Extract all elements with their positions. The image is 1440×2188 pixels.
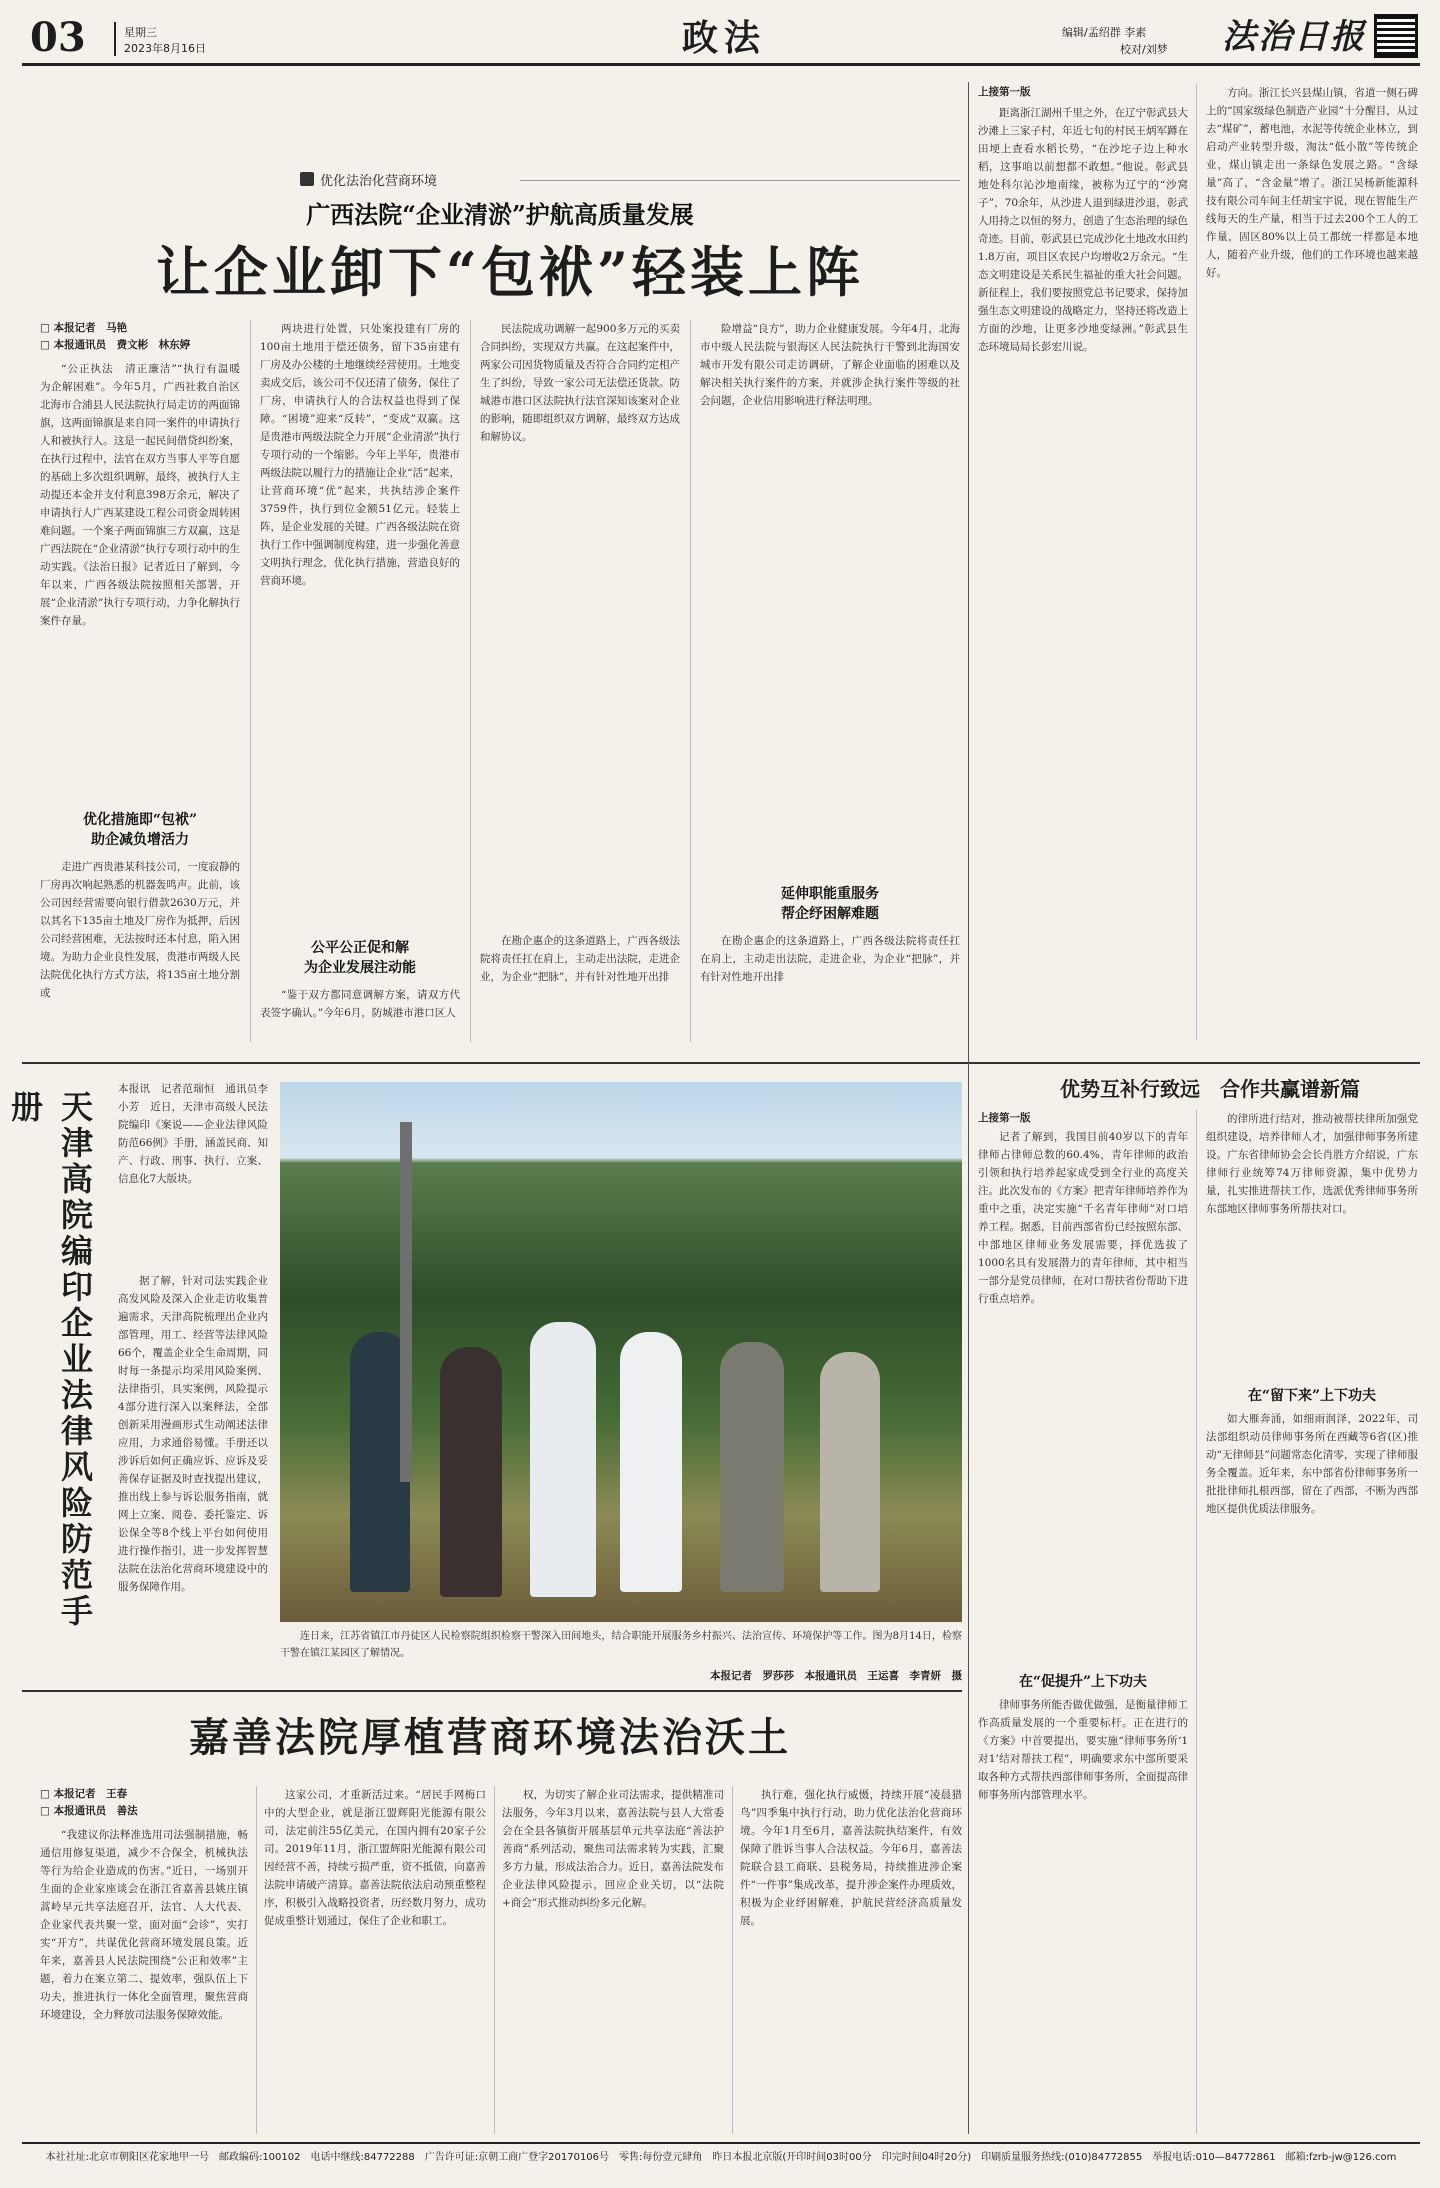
col-divider	[690, 320, 691, 1042]
column-tag-icon	[300, 172, 314, 186]
continued-col-2: 方向。浙江长兴县煤山镇，省道一侧石碑上的“国家级绿色制造产业园”十分醒目，从过去“煤矿”，蓄电池，水泥等传统企业林立，到启动产业转型升级，淘汰“低小散”等传统企业，煤山镇走出一条绿色发展之路。“含绿量”高了，“含金量”增了。浙江吴杨新能源科技有限公司车间主任胡宝宇说，现在智能生产线每天的生产量，相当于过去200个工人的工作量，固区80%以上员工都统一样都是本地人，随着产业升级，他们的工作环境也越来越好。	[1206, 87, 1418, 279]
masthead	[22, 14, 1420, 66]
column-tag-label: 优化法治化营商环境	[320, 173, 438, 189]
photo-pole	[400, 1122, 412, 1482]
photo-person	[530, 1322, 596, 1597]
jiashan-col-2: 这家公司，才重新活过来。“居民手网梅口中的大型企业，就是浙江盟辉阳光能源有限公司，法定前注55亿美元，在国内拥有20家子公司。2019年11月，浙江盟辉阳光能源有限公司因经营不善，持续亏损严重，资不抵债，向嘉善法院申请破产清算。嘉善法院依法启动预重整程序，积极引入战略投资者，历经数月努力，成功促成重整计划通过，保住了企业和职工。	[264, 1789, 486, 1927]
col-divider	[1196, 84, 1197, 1040]
jiashan-col-3: 权，为切实了解企业司法需求，提供精准司法服务，今年3月以来，嘉善法院与县人大常委会在全县各镇街开展基层单元共享法庭“善法护善商”系列活动，聚焦司法需求转为实践，汇聚多方力量，形成法治合力。近日，嘉善法院发布企业法律风险提示，回应企业关切，以“法院+商会”形式推动纠纷多元化解。	[502, 1789, 724, 1909]
paper-logo: 法治日报	[1222, 17, 1366, 57]
lead-col-1b: 走进广西贵港某科技公司，一度寂静的厂房再次响起熟悉的机器轰鸣声。此前，该公司因经营需要向银行借款2630万元，并以其名下135亩土地及厂房作为抵押，后因公司经营困难，无法按时还本付息，陷入困境。为助力企业良性发展，贵港市两级人民法院优化执行方式方法，将135亩土地分割或	[40, 861, 240, 999]
lead-col-4: 险增益“良方”，助力企业健康发展。今年4月，北海市中级人民法院与银海区人民法院执行干警到北海国安城市开发有限公司走访调研，了解企业面临的困难以及解决相关执行案件的方案，并就涉企执行案件等级的社会问题，企业信用影响进行释法明理。	[700, 323, 960, 407]
section-title: 政法	[682, 17, 767, 59]
green-headline: 优势互补行致远 合作共赢谱新篇	[1060, 1077, 1360, 1101]
lead-col-2: 两块进行处置，只处案投建有厂房的100亩土地用于偿还债务，留下35亩建有厂房及办公楼的土地继续经营使用。土地变卖成交后，该公司不仅还清了债务，保住了厂房，申请执行人的合法权益也得到了保障。“困境”迎来“反转”，“变成”双赢。这是贵港市两级法院全力开展“企业清淤”执行专项行动的一个缩影。今年上半年，贵港市两级法院以履行力的措施让企业“活”起来，让营商环境“优”起来，共执结涉企案件3759件，执行到位金额51亿元。轻装上阵，是企业发展的关键。广西各级法院在资执行工作中强调制度构建，进一步强化善意文明执行理念，优化执行措施，营造良好的营商环境。	[260, 323, 460, 587]
page-number: 03	[30, 14, 86, 61]
green-col-1: 记者了解到，我国目前40岁以下的青年律师占律师总数的60.4%，青年律师的政治引领和执行培养起家成受到全行业的高度关注。此次发布的《方案》把青年律师培养作为重中之重，决定实施“千名青年律师”对口培养工程。据悉，目前西部省份已经按照东部、中部地区律师业务发展需要，择优选拔了1000名具有发展潜力的青年律师，其中相当一部分是党员律师，在对口帮扶省份帮助下进行重点培养。	[978, 1131, 1188, 1305]
lead-headline: 让企业卸下“包袱”轻装上阵	[155, 240, 865, 304]
vertical-byline: 本报讯 记者范瑞恒 通讯员李小芳 近日，天津市高级人民法院编印《案说——企业法律风险防范66例》手册，涵盖民商、知产、行政、刑事、执行、立案、信息化7大版块。	[118, 1083, 268, 1185]
green-col-2b: 如大雁奔涌，如细雨润泽，2022年，司法部组织动员律师事务所在西藏等6省(区)推动“无律师县”问题常态化清零，实现了律师服务全覆盖。近年来，东中部省份律师事务所一批批律师扎根西部，留在了西部，不断为西部地区提供优质法律服务。	[1206, 1413, 1418, 1515]
lead-column-tag	[300, 168, 437, 190]
lead-col-1: “公正执法 清正廉洁”“执行有温暖 为企解困难”。今年5月，广西社救自治区北海市合浦县人民法院执行局走访的两面锦旗，这两面锦旗是来自同一案件的申请执行人和被执行人。这是一起民间借贷纠纷案，在执行过程中，法官在双方当事人平等自愿的基础上多次组织调解，最终，被执行人主动提还本金并支付利息398万余元，解决了申请执行人广西某建设工程公司资金周转困难问题。一个案子两面锦旗三方双赢，这是广西法院在“企业清淤”执行专项行动中的生动实践。《法治日报》记者近日了解到，今年以来，广西各级法院按照相关部署，开展“企业清淤”执行专项行动，力争化解执行案件存量。	[40, 363, 251, 627]
photo-person	[620, 1332, 682, 1592]
col-divider	[256, 1786, 257, 2134]
editor-line: 编辑/孟绍群 李素	[1062, 26, 1147, 39]
photo-caption: 连日来，江苏省镇江市丹徒区人民检察院组织检察干警深入田间地头，结合职能开展服务乡村振兴、法治宣传、环境保护等工作。图为8月14日，检察干警在镇江某园区了解情况。	[280, 1631, 962, 1659]
jiashan-col-1: “我建议你法释准选用司法强制措施，畅通信用修复渠道，减少不合保全，机械执法等行为给企业造成的伤害。”近日，一场别开生面的企业家座谈会在浙江省嘉善县姚庄镇蒿岭早元共享法庭召开，法官、人大代表、企业家代表共聚一堂，面对面“会诊”，实打实“开方”，共谋优化营商环境发展良策。近年来，嘉善县人民法院围绕“公正和效率”主题，着力在案立第二、提效率，强队伍上下功夫，推进执行一体化全面管理，聚焦营商环境建设，全力释放司法服务保障效能。	[40, 1829, 248, 2021]
photo-credit: 本报记者 罗莎莎 本报通讯员 王运喜 李青妍 摄	[710, 1670, 962, 1682]
vertical-text: 据了解，针对司法实践企业高发风险及深入企业走访收集普遍需求，天津高院梳理出企业内部管理，用工、经营等法律风险66个，覆盖企业全生命周期，同时每一条提示均采用风险案例、法律指引，具实案例，风险提示4部分进行深入以案释法，全部创新采用漫画形式生动阐述法律应用，力求通俗易懂。手册还以涉诉后如何正确应诉、应诉及妥善保存证据及时查找提出建议，推出线上参与诉讼服务指南，就网上立案、阅卷、委托鉴定、诉讼保全等8个线上平台如何使用进行操作指引，进一步发挥智慧法院在法治化营商环境建设中的服务保障作用。	[118, 1275, 268, 1593]
lead-kicker: 广西法院“企业清淤”护航高质量发展	[306, 200, 694, 229]
green-col-1b: 律师事务所能否做优做强，是衡量律师工作高质量发展的一个重要标杆。正在进行的《方案》中首要提出，要实施“律师事务所‘1对1’结对帮扶工程”，明确要求东中部所要采取各种方式帮扶西部律师事务所，全面提高律师事务所内部管理水平。	[978, 1699, 1188, 1801]
lead-subhead-1: 优化措施即“包袱” 助企减负增活力	[82, 812, 198, 848]
col-divider	[494, 1786, 495, 2134]
photo-person	[440, 1347, 502, 1597]
jiashan-byline-correspondent: □ 本报通讯员 善法	[40, 1805, 138, 1817]
continued-label: 上接第一版	[978, 86, 1031, 98]
col-divider	[732, 1786, 733, 2134]
lead-col-3b: 在勘企惠企的这条道路上，广西各级法院将责任扛在肩上，主动走出法院，走进企业，为企业“把脉”，并有针对性地开出排	[480, 935, 680, 983]
col-divider	[470, 320, 471, 1042]
lead-col-2b: “鉴于双方都同意调解方案，请双方代表签字确认。”今年6月，防城港市港口区人	[260, 989, 460, 1019]
green-col-2: 的律所进行结对，推动被帮扶律所加强党组织建设，培养律师人才，加强律师事务所建设。广东省律师协会会长肖胜方介绍说，广东律师行业统筹74万律师资源，集中优势力量，扎实推进帮扶工作，选派优秀律师事务所东部地区律师事务所帮扶对口。	[1206, 1113, 1418, 1215]
section-divider	[968, 1062, 969, 2134]
green-subhead-2: 在“留下来”上下功夫	[1247, 1388, 1377, 1404]
continued-col-1: 距离浙江湖州千里之外，在辽宁彰武县大沙滩上三家子村，年近七旬的村民王炳军蹲在田埂上查看水稻长势，“在沙坨子边上种水稻，这事咱以前想都不敢想。”他说。彰武县地处科尔沁沙地南缘，被称为辽宁的“沙窝子”，70余年，从沙进人退到绿进沙退，彰武人用持之以恒的努力，创造了生态治理的绿色奇迹。目前，彰武县已完成沙化土地改水田约1.8万亩，项目区农民户均增收2万余元。“生态文明建设是关系民生福祉的重大社会问题。新征程上，我们要按照党总书记要求，保持加强生态文明建设的战略定力，坚持还将改造上方面的沙地，让更多沙地变绿洲。”彰武县生态环境局局长彭宏川说。	[978, 107, 1188, 353]
news-photo	[280, 1082, 962, 1622]
weekday: 星期三	[124, 26, 157, 39]
tag-rule	[520, 180, 960, 181]
jiashan-byline-reporter: □ 本报记者 王春	[40, 1788, 128, 1800]
green-continued-label: 上接第一版	[978, 1112, 1031, 1124]
lead-subhead-3: 延伸职能重服务 帮企纾困解难题	[781, 886, 879, 922]
footer-rule	[22, 2142, 1420, 2144]
photo-person	[820, 1352, 880, 1592]
footer-info: 本社社址:北京市朝阳区花家地甲一号 邮政编码:100102 电话中继线:84772288 广告许可证:京朝工商广登字20170106号 零售:每份壹元肆角 昨日本报北京版(开印时间03时00分 印完时间04时20分) 印刷质量服务热线:(010)84772855 举报电话:010—84772861 邮箱:fzrb-jw@126.com	[45, 2152, 1397, 2163]
col-divider	[1196, 1110, 1197, 2134]
section-rule	[22, 1062, 1420, 1064]
page-number-rule	[114, 22, 116, 56]
jiashan-col-4: 执行难，强化执行威慑，持续开展“凌晨猎鸟”四季集中执行行动，助力优化法治化营商环境。今年1月至6月，嘉善法院执结案件，有效保障了胜诉当事人合法权益。今年6月，嘉善法院联合县工商联、县税务局，持续推进涉企案件“一件事”集成改革，提升涉企案件办理质效，积极为企业纾困解难，护航民营经济高质量发展。	[740, 1789, 962, 1927]
lead-subhead-2: 公平公正促和解 为企业发展注动能	[304, 940, 416, 976]
proof-line: 校对/刘梦	[1120, 43, 1168, 56]
section-rule	[22, 1690, 962, 1692]
qr-code-icon	[1374, 14, 1418, 58]
col-divider	[250, 320, 251, 1042]
photo-person	[720, 1342, 784, 1592]
vertical-headline: 天津高院编印企业法律风险防范手册	[6, 1090, 94, 1630]
lead-byline-reporter: □ 本报记者 马艳	[40, 322, 128, 334]
issue-date: 2023年8月16日	[124, 42, 206, 55]
green-subhead-1: 在“促提升”上下功夫	[1018, 1674, 1148, 1690]
jiashan-headline: 嘉善法院厚植营商环境法治沃土	[189, 1714, 791, 1761]
lead-col-4b: 在勘企惠企的这条道路上，广西各级法院将责任扛在肩上，主动走出法院，走进企业，为企业“把脉”，并有针对性地开出排	[700, 935, 960, 983]
lead-col-3: 民法院成功调解一起900多万元的买卖合同纠纷，实现双方共赢。在这起案件中，两家公司因货物质量及否符合合同约定相产生了纠纷，导致一家公司无法偿还货款。防城港市港口区法院执行法官深知该案对企业的影响，随即组织双方调解，最终双方达成和解协议。	[480, 323, 680, 443]
lead-byline-correspondent: □ 本报通讯员 费文彬 林东婷	[40, 339, 191, 351]
section-divider	[968, 82, 969, 1062]
